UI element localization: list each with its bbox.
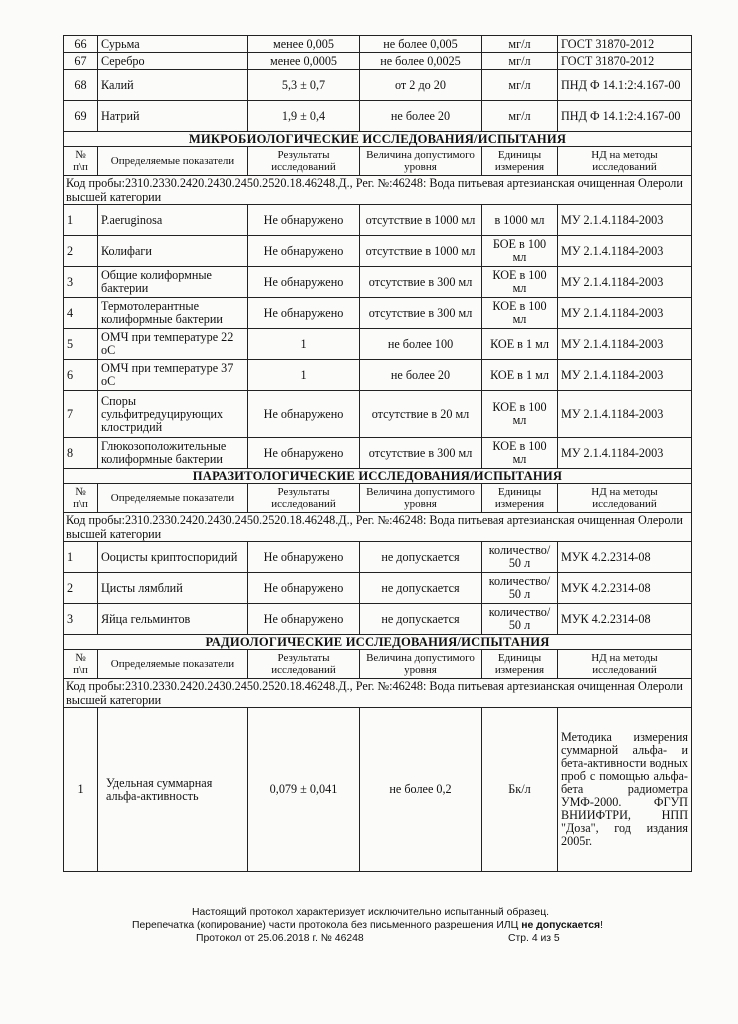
unit-value: мг/л [482,101,558,132]
result-value: 5,3 ± 0,7 [248,70,360,101]
section-heading-parasito [64,469,692,484]
result-value: Не обнаружено [248,542,360,573]
norm-value: не более 0,0025 [360,53,482,70]
indicator-name: Натрий [98,101,248,132]
section-title: РАДИОЛОГИЧЕСКИЕ ИССЛЕДОВАНИЯ/ИСПЫТАНИЯ [64,635,692,650]
footer-disclaimer: Настоящий протокол характеризует исключительно испытанный образец. [192,907,550,918]
table-row [64,542,692,573]
norm-value: отсутствие в 20 мл [360,391,482,438]
copy-notice-bold: не допускается [521,920,601,931]
result-value: Не обнаружено [248,205,360,236]
table-row [64,329,692,360]
norm-value: от 2 до 20 [360,70,482,101]
unit-value: количество/ 50 л [482,573,558,604]
sample-code: Код пробы:2310.2330.2420.2430.2450.2520.18.46248.Д., Рег. №:46248: Вода питьевая артезианская очищенная Олероли высшей категории [64,679,692,708]
norm-value: не более 0,2 [360,708,482,872]
unit-value: количество/ 50 л [482,604,558,635]
header-method: НД на методы исследований [558,147,692,176]
sample-code: Код пробы:2310.2330.2420.2430.2450.2520.18.46248.Д., Рег. №:46248: Вода питьевая артезианская очищенная Олероли высшей категории [64,513,692,542]
column-header-row [64,650,692,679]
method-value: МУ 2.1.4.1184-2003 [558,329,692,360]
copy-notice-text: Перепечатка (копирование) части протокола без письменного разрешения ИЛЦ [132,920,522,931]
table-row [64,438,692,469]
row-number: 4 [64,298,98,329]
table-row [64,205,692,236]
table-row [64,53,692,70]
unit-value: мг/л [482,70,558,101]
unit-value: БОЕ в 100 мл [482,236,558,267]
method-value: Методика измерения суммарной альфа- и бета-активности водных проб с помощью альфа-бета радиометра УМФ-2000. ФГУП ВНИИФТРИ, НПП "Доза", год издания 2005г. [558,708,692,872]
result-value: Не обнаружено [248,267,360,298]
header-norm: Величина допустимого уровня [360,484,482,513]
header-method: НД на методы исследований [558,650,692,679]
row-number: 5 [64,329,98,360]
norm-value: не допускается [360,542,482,573]
unit-value: КОЕ в 100 мл [482,298,558,329]
norm-value: отсутствие в 1000 мл [360,205,482,236]
row-number: 2 [64,236,98,267]
indicator-name: Споры сульфитредуцирующих клостридий [98,391,248,438]
table-row [64,36,692,53]
copy-notice-end: ! [600,920,603,931]
row-number: 1 [64,542,98,573]
header-result: Результаты исследований [248,147,360,176]
header-unit: Единицы измерения [482,484,558,513]
indicator-name: Общие колиформные бактерии [98,267,248,298]
method-value: МУК 4.2.2314-08 [558,604,692,635]
table-row [64,298,692,329]
column-header-row [64,147,692,176]
method-value: МУК 4.2.2314-08 [558,542,692,573]
unit-value: мг/л [482,53,558,70]
indicator-name: Колифаги [98,236,248,267]
result-value: Не обнаружено [248,438,360,469]
row-number: 67 [64,53,98,70]
result-value: 1 [248,329,360,360]
header-norm: Величина допустимого уровня [360,650,482,679]
row-number: 2 [64,573,98,604]
indicator-name: Термотолерантные колиформные бактерии [98,298,248,329]
header-number: № п\п [64,650,98,679]
header-method: НД на методы исследований [558,484,692,513]
table-row [64,391,692,438]
unit-value: КОЕ в 100 мл [482,438,558,469]
method-value: МУ 2.1.4.1184-2003 [558,438,692,469]
method-value: МУ 2.1.4.1184-2003 [558,236,692,267]
norm-value: не допускается [360,573,482,604]
norm-value: отсутствие в 300 мл [360,438,482,469]
row-number: 6 [64,360,98,391]
result-value: менее 0,0005 [248,53,360,70]
indicator-name: Цисты лямблий [98,573,248,604]
row-number: 3 [64,267,98,298]
method-value: МУ 2.1.4.1184-2003 [558,298,692,329]
method-value: МУ 2.1.4.1184-2003 [558,360,692,391]
unit-value: КОЕ в 100 мл [482,391,558,438]
method-value: ГОСТ 31870-2012 [558,53,692,70]
result-value: 1,9 ± 0,4 [248,101,360,132]
indicator-name: Удельная суммарная альфа-активность [98,708,248,872]
section-heading-radio [64,635,692,650]
unit-value: Бк/л [482,708,558,872]
norm-value: не более 100 [360,329,482,360]
result-value: 1 [248,360,360,391]
indicator-name: P.aeruginosa [98,205,248,236]
unit-value: количество/ 50 л [482,542,558,573]
result-value: Не обнаружено [248,391,360,438]
unit-value: КОЕ в 1 мл [482,360,558,391]
table-row [64,604,692,635]
unit-value: КОЕ в 100 мл [482,267,558,298]
norm-value: не более 0,005 [360,36,482,53]
unit-value: в 1000 мл [482,205,558,236]
header-number: № п\п [64,147,98,176]
table-row [64,267,692,298]
norm-value: не более 20 [360,360,482,391]
row-number: 66 [64,36,98,53]
norm-value: не более 20 [360,101,482,132]
indicator-name: Калий [98,70,248,101]
sample-code-row [64,513,692,542]
indicator-name: Сурьма [98,36,248,53]
header-norm: Величина допустимого уровня [360,147,482,176]
row-number: 3 [64,604,98,635]
indicator-name: Серебро [98,53,248,70]
result-value: Не обнаружено [248,573,360,604]
header-number: № п\п [64,484,98,513]
norm-value: не допускается [360,604,482,635]
result-value: Не обнаружено [248,236,360,267]
table-row [64,573,692,604]
table-row [64,70,692,101]
row-number: 7 [64,391,98,438]
column-header-row [64,484,692,513]
indicator-name: Яйца гельминтов [98,604,248,635]
header-unit: Единицы измерения [482,147,558,176]
table-row [64,708,692,872]
method-value: МУК 4.2.2314-08 [558,573,692,604]
row-number: 8 [64,438,98,469]
norm-value: отсутствие в 1000 мл [360,236,482,267]
sample-code-row [64,679,692,708]
header-indicator: Определяемые показатели [98,147,248,176]
result-value: Не обнаружено [248,298,360,329]
header-result: Результаты исследований [248,650,360,679]
page-number: Стр. 4 из 5 [508,933,560,944]
header-indicator: Определяемые показатели [98,484,248,513]
method-value: МУ 2.1.4.1184-2003 [558,267,692,298]
result-value: Не обнаружено [248,604,360,635]
section-heading-micro [64,132,692,147]
row-number: 1 [64,708,98,872]
indicator-name: ОМЧ при температуре 22 оС [98,329,248,360]
result-value: менее 0,005 [248,36,360,53]
norm-value: отсутствие в 300 мл [360,267,482,298]
table-row [64,236,692,267]
results-table [63,35,692,872]
footer-protocol-ref: Протокол от 25.06.2018 г. № 46248 [196,933,364,944]
unit-value: КОЕ в 1 мл [482,329,558,360]
method-value: МУ 2.1.4.1184-2003 [558,391,692,438]
sample-code: Код пробы:2310.2330.2420.2430.2450.2520.18.46248.Д., Рег. №:46248: Вода питьевая артезианская очищенная Олероли высшей категории [64,176,692,205]
header-result: Результаты исследований [248,484,360,513]
header-indicator: Определяемые показатели [98,650,248,679]
row-number: 1 [64,205,98,236]
method-value: МУ 2.1.4.1184-2003 [558,205,692,236]
table-row [64,101,692,132]
indicator-name: ОМЧ при температуре 37 оС [98,360,248,391]
method-value: ПНД Ф 14.1:2:4.167-00 [558,70,692,101]
section-title: ПАРАЗИТОЛОГИЧЕСКИЕ ИССЛЕДОВАНИЯ/ИСПЫТАНИЯ [64,469,692,484]
row-number: 68 [64,70,98,101]
header-unit: Единицы измерения [482,650,558,679]
table-row [64,360,692,391]
method-value: ПНД Ф 14.1:2:4.167-00 [558,101,692,132]
indicator-name: Ооцисты криптоспоридий [98,542,248,573]
section-title: МИКРОБИОЛОГИЧЕСКИЕ ИССЛЕДОВАНИЯ/ИСПЫТАНИЯ [64,132,692,147]
footer-copy-notice [132,919,603,932]
sample-code-row [64,176,692,205]
norm-value: отсутствие в 300 мл [360,298,482,329]
row-number: 69 [64,101,98,132]
method-value: ГОСТ 31870-2012 [558,36,692,53]
result-value: 0,079 ± 0,041 [248,708,360,872]
unit-value: мг/л [482,36,558,53]
indicator-name: Глюкозоположительные колиформные бактерии [98,438,248,469]
